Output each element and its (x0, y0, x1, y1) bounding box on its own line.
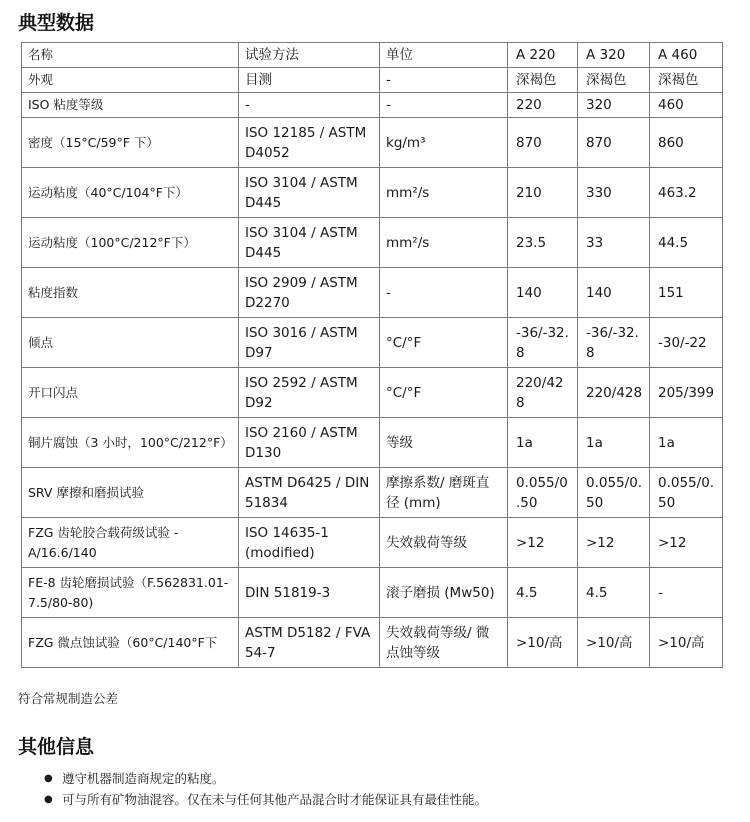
table-cell-unit: 滚子磨损 (Mw50) (380, 568, 508, 618)
table-cell-a220: 深褐色 (508, 68, 578, 93)
table-cell-a460: 0.055/0.50 (650, 468, 723, 518)
table-header-row (22, 43, 723, 68)
table-cell-a220: -36/-32.8 (508, 318, 578, 368)
table-cell-a320: 320 (578, 93, 650, 118)
table-cell-a320: >10/高 (578, 618, 650, 668)
table-cell-a220: >12 (508, 518, 578, 568)
table-cell-a460: 463.2 (650, 168, 723, 218)
table-cell-unit: mm²/s (380, 218, 508, 268)
table-cell-name: 密度（15°C/59°F 下） (22, 118, 239, 168)
table-cell-a220: 870 (508, 118, 578, 168)
table-cell-a320: 0.055/0.50 (578, 468, 650, 518)
table-cell-method: - (239, 93, 380, 118)
table-cell-a220: 0.055/0.50 (508, 468, 578, 518)
table-row (22, 68, 723, 93)
table-row (22, 468, 723, 518)
table-cell-a320: >12 (578, 518, 650, 568)
table-cell-method: ISO 2160 / ASTM D130 (239, 418, 380, 468)
table-cell-name: 名称 (22, 43, 239, 68)
table-cell-unit: °C/°F (380, 318, 508, 368)
table-cell-a460: 860 (650, 118, 723, 168)
table-cell-unit: - (380, 93, 508, 118)
table-cell-a460: >12 (650, 518, 723, 568)
table-cell-a220: 220 (508, 93, 578, 118)
table-cell-method: ISO 3016 / ASTM D97 (239, 318, 380, 368)
table-cell-a320: 1a (578, 418, 650, 468)
table-cell-name: FZG 微点蚀试验（60°C/140°F下 (22, 618, 239, 668)
table-cell-method: ISO 12185 / ASTM D4052 (239, 118, 380, 168)
section-title-other-info: 其他信息 (18, 736, 95, 758)
table-row (22, 518, 723, 568)
tolerance-note: 符合常规制造公差 (18, 691, 119, 706)
table-row (22, 618, 723, 668)
table-row (22, 93, 723, 118)
table-cell-name: FE-8 齿轮磨损试验（F.562831.01-7.5/80-80) (22, 568, 239, 618)
table-cell-a460: 151 (650, 268, 723, 318)
table-cell-method: DIN 51819-3 (239, 568, 380, 618)
table-cell-name: 运动粘度（100°C/212°F下） (22, 218, 239, 268)
section-title-typical-data: 典型数据 (18, 12, 95, 34)
table-cell-method: ISO 3104 / ASTM D445 (239, 168, 380, 218)
table-cell-a320: 140 (578, 268, 650, 318)
table-cell-method: ASTM D6425 / DIN 51834 (239, 468, 380, 518)
table-cell-a460: A 460 (650, 43, 723, 68)
table-cell-unit: - (380, 68, 508, 93)
table-cell-a320: 33 (578, 218, 650, 268)
table-cell-method: ISO 3104 / ASTM D445 (239, 218, 380, 268)
table-cell-a460: 460 (650, 93, 723, 118)
table-cell-method: ASTM D5182 / FVA 54-7 (239, 618, 380, 668)
table-cell-name: 铜片腐蚀（3 小时，100°C/212°F） (22, 418, 239, 468)
table-cell-a220: 1a (508, 418, 578, 468)
table-cell-unit: 失效载荷等级 (380, 518, 508, 568)
table-row (22, 568, 723, 618)
list-item: ● 可与所有矿物油混容。仅在未与任何其他产品混合时才能保证具有最佳性能。 (44, 789, 487, 810)
table-cell-name: 倾点 (22, 318, 239, 368)
table-row (22, 268, 723, 318)
table-cell-a460: 205/399 (650, 368, 723, 418)
table-cell-a460: - (650, 568, 723, 618)
table-row (22, 168, 723, 218)
table-cell-name: ISO 粘度等级 (22, 93, 239, 118)
table-cell-unit: mm²/s (380, 168, 508, 218)
table-cell-a320: 深褐色 (578, 68, 650, 93)
table-cell-unit: 等级 (380, 418, 508, 468)
table-cell-unit: 摩擦系数/ 磨斑直径 (mm) (380, 468, 508, 518)
other-info-list (44, 768, 487, 810)
table-cell-a220: 140 (508, 268, 578, 318)
table-cell-unit: 单位 (380, 43, 508, 68)
table-cell-a460: 44.5 (650, 218, 723, 268)
table-cell-a220: 23.5 (508, 218, 578, 268)
table-cell-method: ISO 14635-1 (modified) (239, 518, 380, 568)
table-cell-a220: 4.5 (508, 568, 578, 618)
table-cell-a320: 4.5 (578, 568, 650, 618)
table-cell-name: 开口闪点 (22, 368, 239, 418)
table-cell-a320: A 320 (578, 43, 650, 68)
table-cell-a460: >10/高 (650, 618, 723, 668)
table-cell-unit: °C/°F (380, 368, 508, 418)
table-cell-name: SRV 摩擦和磨损试验 (22, 468, 239, 518)
table-cell-method: 目测 (239, 68, 380, 93)
table-row (22, 118, 723, 168)
table-cell-a320: -36/-32.8 (578, 318, 650, 368)
table-cell-a320: 870 (578, 118, 650, 168)
table-cell-a320: 220/428 (578, 368, 650, 418)
table-cell-method: ISO 2909 / ASTM D2270 (239, 268, 380, 318)
table-cell-a460: 深褐色 (650, 68, 723, 93)
table-cell-a460: 1a (650, 418, 723, 468)
table-cell-name: FZG 齿轮胶合载荷级试验 - A/16.6/140 (22, 518, 239, 568)
table-cell-name: 粘度指数 (22, 268, 239, 318)
table-row (22, 368, 723, 418)
table-cell-a220: 220/428 (508, 368, 578, 418)
table-cell-a220: >10/高 (508, 618, 578, 668)
table-row (22, 218, 723, 268)
table-cell-unit: 失效载荷等级/ 微点蚀等级 (380, 618, 508, 668)
table-cell-a220: 210 (508, 168, 578, 218)
table-cell-a320: 330 (578, 168, 650, 218)
table-cell-a220: A 220 (508, 43, 578, 68)
table-cell-method: 试验方法 (239, 43, 380, 68)
typical-data-table (21, 42, 723, 668)
table-cell-name: 运动粘度（40°C/104°F下） (22, 168, 239, 218)
table-cell-unit: kg/m³ (380, 118, 508, 168)
table-row (22, 318, 723, 368)
table-cell-a460: -30/-22 (650, 318, 723, 368)
table-cell-method: ISO 2592 / ASTM D92 (239, 368, 380, 418)
table-row (22, 418, 723, 468)
list-item: ● 遵守机器制造商规定的粘度。 (44, 768, 487, 789)
table-cell-name: 外观 (22, 68, 239, 93)
table-cell-unit: - (380, 268, 508, 318)
